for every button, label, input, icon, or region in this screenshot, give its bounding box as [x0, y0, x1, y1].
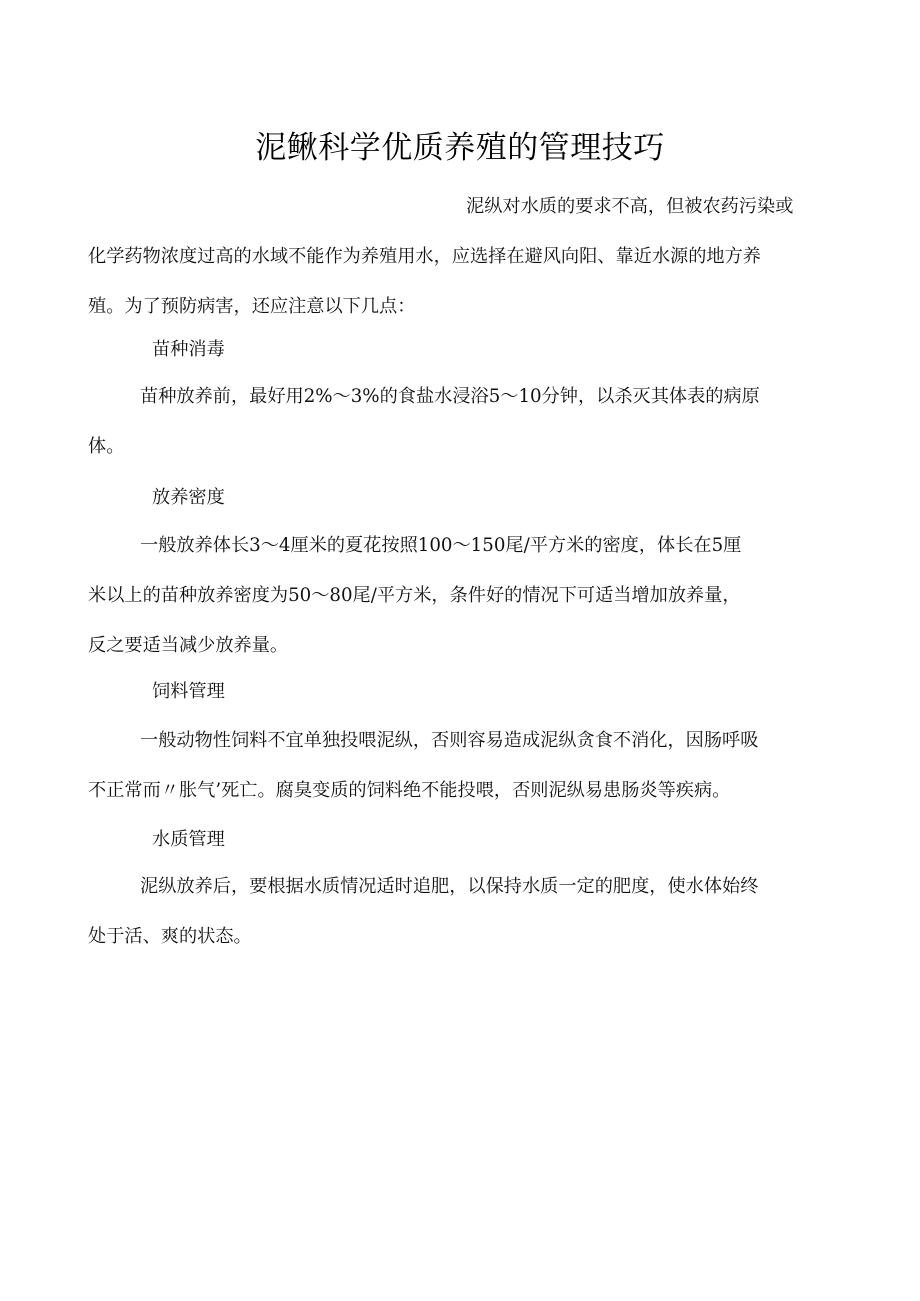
paragraph-line: 米以上的苗种放养密度为50～80尾/平方米，条件好的情况下可适当增加放养量， — [88, 585, 741, 606]
paragraph-line: 一般动物性饲料不宜单独投喂泥纵，否则容易造成泥纵贪食不消化，因肠呼吸 — [140, 730, 759, 751]
intro-line: 殖。为了预防病害，还应注意以下几点： — [88, 296, 416, 317]
section-heading: 饲料管理 — [152, 681, 225, 702]
paragraph-line: 处于活、爽的状态。 — [88, 926, 252, 947]
paragraph-line: 泥纵放养后，要根据水质情况适时追肥，以保持水质一定的肥度，使水体始终 — [140, 876, 759, 897]
section-paragraph — [88, 862, 824, 962]
section-paragraph — [88, 521, 824, 671]
section-paragraph — [88, 716, 824, 816]
paragraph-line: 不正常而〃胀气’死亡。腐臭变质的饲料绝不能投喂，否则泥纵易患肠炎等疾病。 — [88, 780, 731, 801]
intro-line: 化学药物浓度过高的水域不能作为养殖用水，应选择在避风向阳、靠近水源的地方养 — [88, 246, 761, 267]
paragraph-line: 苗种放养前，最好用2%～3%的食盐水浸浴5～10分钟，以杀灭其体表的病原 — [140, 386, 760, 407]
section-heading: 苗种消毒 — [152, 339, 225, 360]
section-paragraph — [88, 372, 824, 472]
intro-paragraph — [88, 182, 824, 332]
document-title: 泥鳅科学优质养殖的管理技巧 — [255, 130, 665, 166]
intro-line: 泥纵对水质的要求不高，但被农药污染或 — [466, 196, 794, 217]
paragraph-line: 反之要适当减少放养量。 — [88, 635, 289, 656]
section-heading: 水质管理 — [152, 829, 225, 850]
paragraph-line: 一般放养体长3～4厘米的夏花按照100～150尾/平方米的密度，体长在5厘 — [140, 535, 742, 556]
section-heading: 放养密度 — [152, 487, 225, 508]
paragraph-line: 体。 — [88, 436, 125, 457]
